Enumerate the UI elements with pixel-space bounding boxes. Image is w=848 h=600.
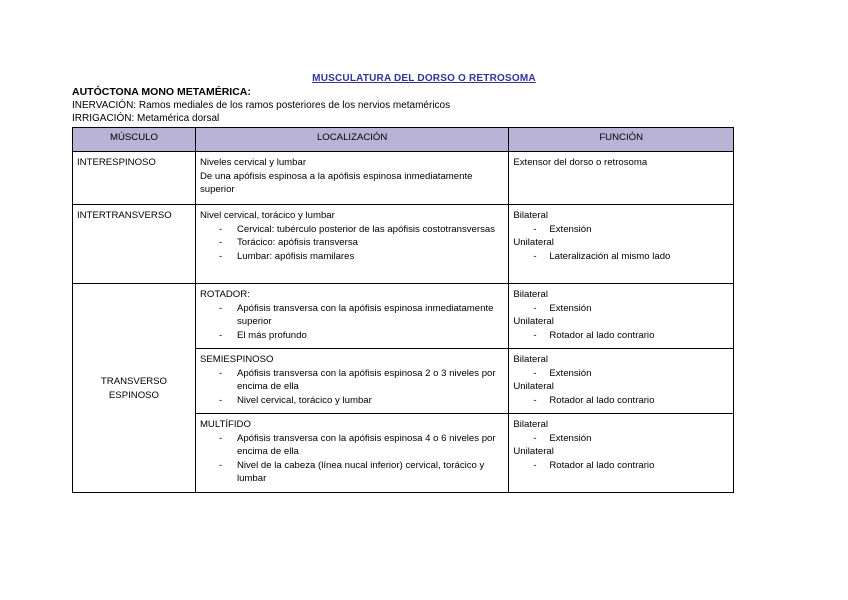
- muscle-name-line: ESPINOSO: [108, 389, 160, 401]
- dash-bullet: -: [533, 302, 537, 314]
- dash-bullet: -: [218, 250, 223, 262]
- dash-bullet: -: [533, 367, 537, 379]
- list-item: - Nivel cervical, torácico y lumbar: [218, 394, 372, 406]
- list-item: - Lumbar: apófisis mamilares: [218, 250, 355, 262]
- func-unilateral: Unilateral: [513, 446, 554, 457]
- list-item: - Torácico: apófisis transversa: [218, 237, 358, 248]
- dash-bullet: -: [218, 432, 223, 444]
- localizacion-cell: [195, 349, 508, 414]
- loc-line: Niveles cervical y lumbar: [199, 157, 307, 168]
- list-item: - Nivel de la cabeza (línea nucal inferior) cervical, torácico y lumbar: [218, 459, 485, 484]
- dash-bullet: -: [533, 250, 537, 262]
- func-bilateral: Bilateral: [513, 210, 549, 221]
- list-item: - Apófisis transversa con la apófisis espinosa 2 o 3 niveles por encima de ella: [218, 367, 496, 392]
- header-localizacion: LOCALIZACIÓN: [195, 128, 508, 152]
- localizacion-cell: [195, 284, 508, 349]
- muscle-table: [72, 127, 734, 493]
- table-row: [73, 152, 734, 205]
- dash-bullet: -: [218, 394, 223, 406]
- funcion-cell: Extensor del dorso o retrosoma: [509, 152, 734, 205]
- func-item: - Extensión: [533, 302, 592, 314]
- loc-heading: MULTÍFIDO: [199, 419, 251, 430]
- dash-bullet: -: [533, 459, 537, 471]
- dash-bullet: -: [533, 432, 537, 444]
- loc-line: De una apófisis espinosa a la apófisis espinosa inmediatamente superior: [199, 170, 473, 195]
- localizacion-cell: [195, 152, 508, 205]
- func-unilateral: Unilateral: [513, 316, 554, 327]
- muscle-cell: INTERESPINOSO: [73, 152, 196, 205]
- muscle-cell: INTERTRANSVERSO: [73, 205, 196, 284]
- dash-bullet: -: [218, 367, 223, 379]
- func-unilateral: Unilateral: [513, 237, 554, 248]
- func-item: - Extensión: [533, 223, 592, 235]
- list-item: - El más profundo: [218, 329, 307, 341]
- funcion-cell: [509, 284, 734, 349]
- list-item: - Cervical: tubérculo posterior de las apófisis costotransversas: [218, 223, 496, 235]
- table-row: [73, 205, 734, 284]
- muscle-name-line: TRANSVERSO: [100, 376, 168, 387]
- funcion-cell: [509, 349, 734, 414]
- func-item: - Rotador al lado contrario: [533, 459, 655, 471]
- irrigacion-text: IRRIGACIÓN: Metamérica dorsal: [72, 113, 220, 124]
- func-item: - Rotador al lado contrario: [533, 329, 655, 341]
- func-item: - Lateralización al mismo lado: [533, 250, 671, 262]
- dash-bullet: -: [533, 394, 537, 406]
- funcion-cell: [509, 205, 734, 284]
- func-bilateral: Bilateral: [513, 354, 549, 365]
- dash-bullet: -: [218, 459, 223, 471]
- list-item: - Apófisis transversa con la apófisis espinosa inmediatamente superior: [218, 302, 494, 327]
- func-unilateral: Unilateral: [513, 381, 554, 392]
- loc-heading: ROTADOR:: [199, 289, 250, 300]
- loc-heading: SEMIESPINOSO: [199, 354, 274, 365]
- dash-bullet: -: [218, 329, 223, 341]
- list-item: - Apófisis transversa con la apófisis espinosa 4 o 6 niveles por encima de ella: [218, 432, 496, 457]
- funcion-cell: [509, 414, 734, 493]
- table-header-row: [73, 128, 734, 152]
- header-funcion: FUNCIÓN: [509, 128, 734, 152]
- dash-bullet: -: [533, 329, 537, 341]
- func-item: - Extensión: [533, 432, 592, 444]
- loc-heading: Nivel cervical, torácico y lumbar: [199, 210, 335, 221]
- dash-bullet: -: [218, 237, 223, 248]
- dash-bullet: -: [533, 223, 537, 235]
- table-row: [73, 284, 734, 349]
- header-musculo: MÚSCULO: [73, 128, 196, 152]
- localizacion-cell: [195, 205, 508, 284]
- muscle-cell: [73, 284, 196, 493]
- inervacion-text: INERVACIÓN: Ramos mediales de los ramos posteriores de los nervios metaméricos: [72, 100, 451, 111]
- func-bilateral: Bilateral: [513, 289, 549, 300]
- dash-bullet: -: [218, 223, 223, 235]
- func-bilateral: Bilateral: [513, 419, 549, 430]
- func-item: - Extensión: [533, 367, 592, 379]
- section-subtitle: AUTÓCTONA MONO METAMÉRICA:: [72, 86, 251, 98]
- document-title: MUSCULATURA DEL DORSO O RETROSOMA: [312, 73, 536, 84]
- localizacion-cell: [195, 414, 508, 493]
- dash-bullet: -: [218, 302, 223, 314]
- func-item: - Rotador al lado contrario: [533, 394, 655, 406]
